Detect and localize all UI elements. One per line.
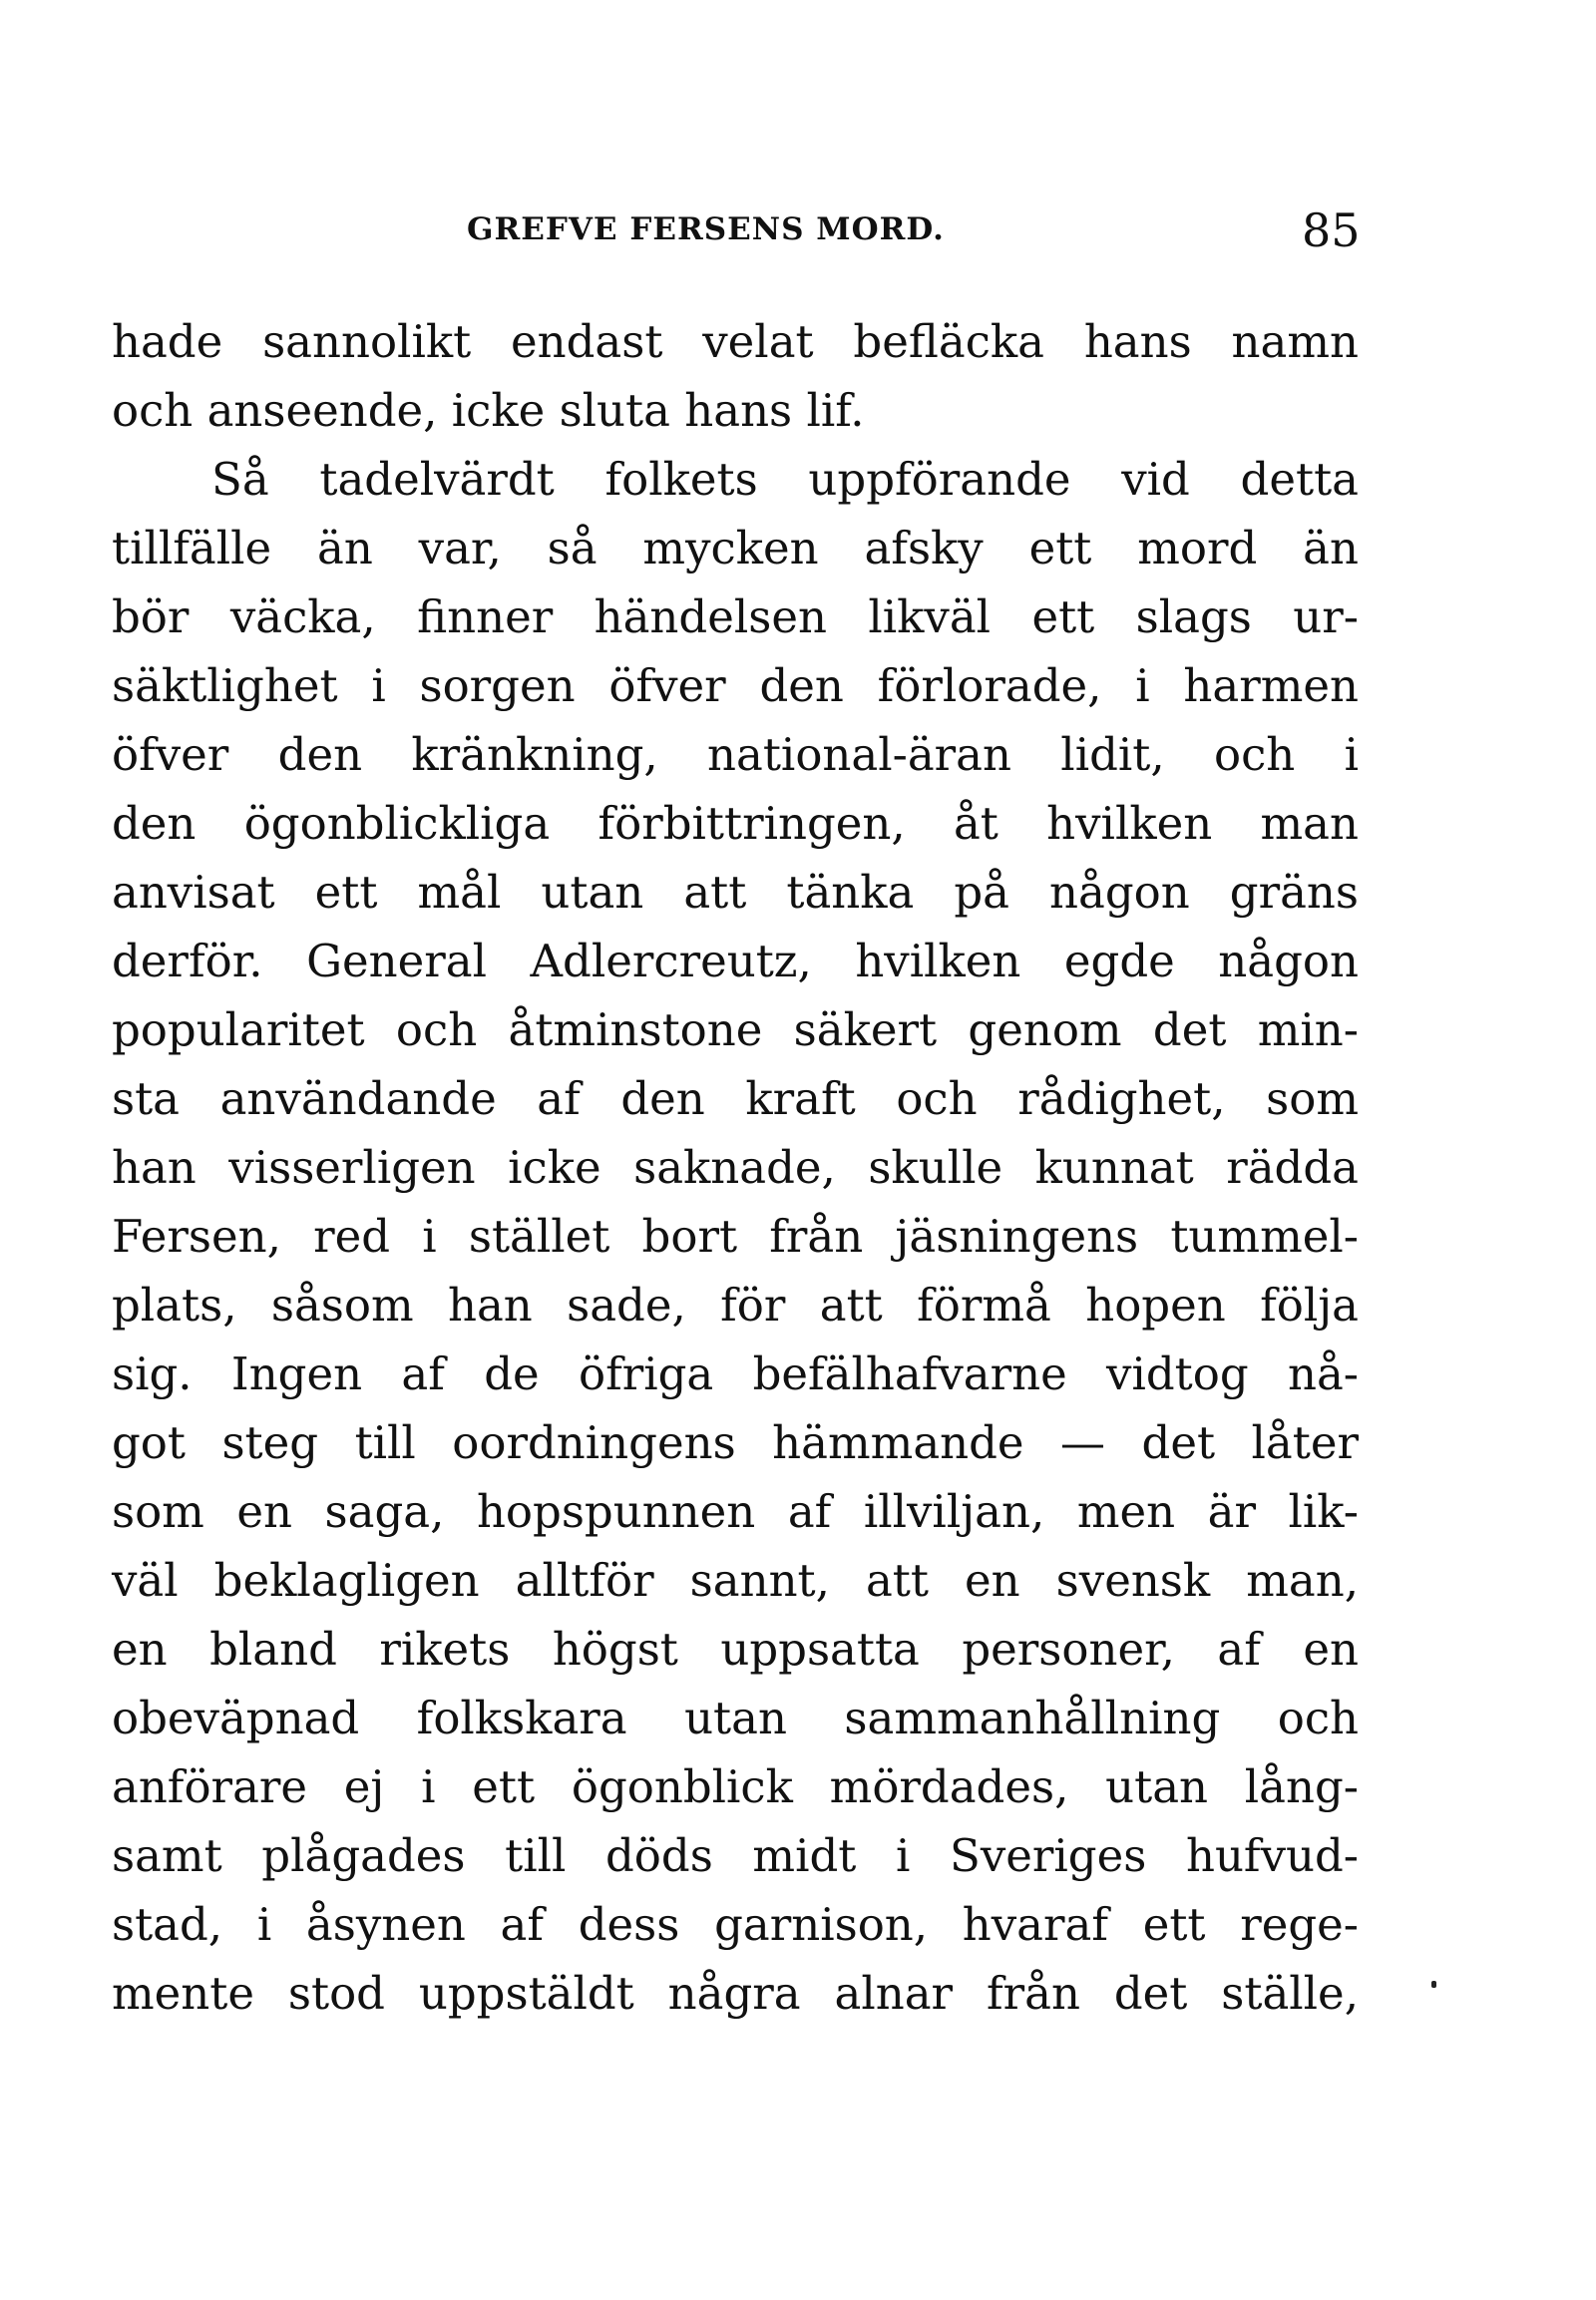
text-line: Så tadelvärdt folkets uppförande vid detta [211,453,1359,506]
text-line: väl beklagligen alltför sannt, att en svensk man, [112,1554,1359,1607]
body-text [112,307,1359,2028]
text-line: plats, såsom han sade, för att förmå hopen följa [112,1279,1359,1332]
text-line: han visserligen icke saknade, skulle kunnat rädda [112,1141,1359,1194]
ink-speck [1431,1981,1436,1988]
text-line: som en saga, hopspunnen af illviljan, men är lik- [112,1485,1359,1538]
text-line: Fersen, red i stället bort från jäsningens tummel- [112,1210,1359,1263]
text-line: stad, i åsynen af dess garnison, hvaraf ett rege- [112,1898,1359,1951]
text-line: anvisat ett mål utan att tänka på någon gräns [112,866,1359,919]
text-line: derför. General Adlercreutz, hvilken egde någon [112,935,1359,987]
text-line: anförare ej i ett ögonblick mördades, utan lång- [112,1760,1359,1813]
running-title: GREFVE FERSENS MORD. [467,211,945,247]
text-line: got steg till oordningens hämmande — det låter [112,1416,1359,1469]
text-line: obeväpnad folkskara utan sammanhållning och [112,1692,1359,1744]
text-line: säktlighet i sorgen öfver den förlorade, i harmen [112,659,1359,712]
text-line: tillfälle än var, så mycken afsky ett mord än [112,522,1359,575]
text-line: bör väcka, finner händelsen likväl ett slags ur- [112,590,1359,643]
text-line: samt plågades till döds midt i Sveriges hufvud- [112,1829,1359,1882]
text-line: en bland rikets högst uppsatta personer, af en [112,1623,1359,1676]
text-line: sig. Ingen af de öfriga befälhafvarne vidtog nå- [112,1347,1359,1400]
text-line: den ögonblickliga förbittringen, åt hvilken man [112,797,1359,850]
text-line: mente stod uppstäldt några alnar från det ställe, [112,1967,1359,2020]
text-line: öfver den kränkning, national-äran lidit, och i [112,728,1359,781]
text-line: och anseende, icke sluta hans lif. [112,384,865,437]
page-number: 85 [1302,203,1361,257]
text-line: hade sannolikt endast velat befläcka hans namn [112,315,1359,368]
text-line: popularitet och åtminstone säkert genom det min- [112,1003,1359,1056]
text-line: sta användande af den kraft och rådighet, som [112,1072,1359,1125]
